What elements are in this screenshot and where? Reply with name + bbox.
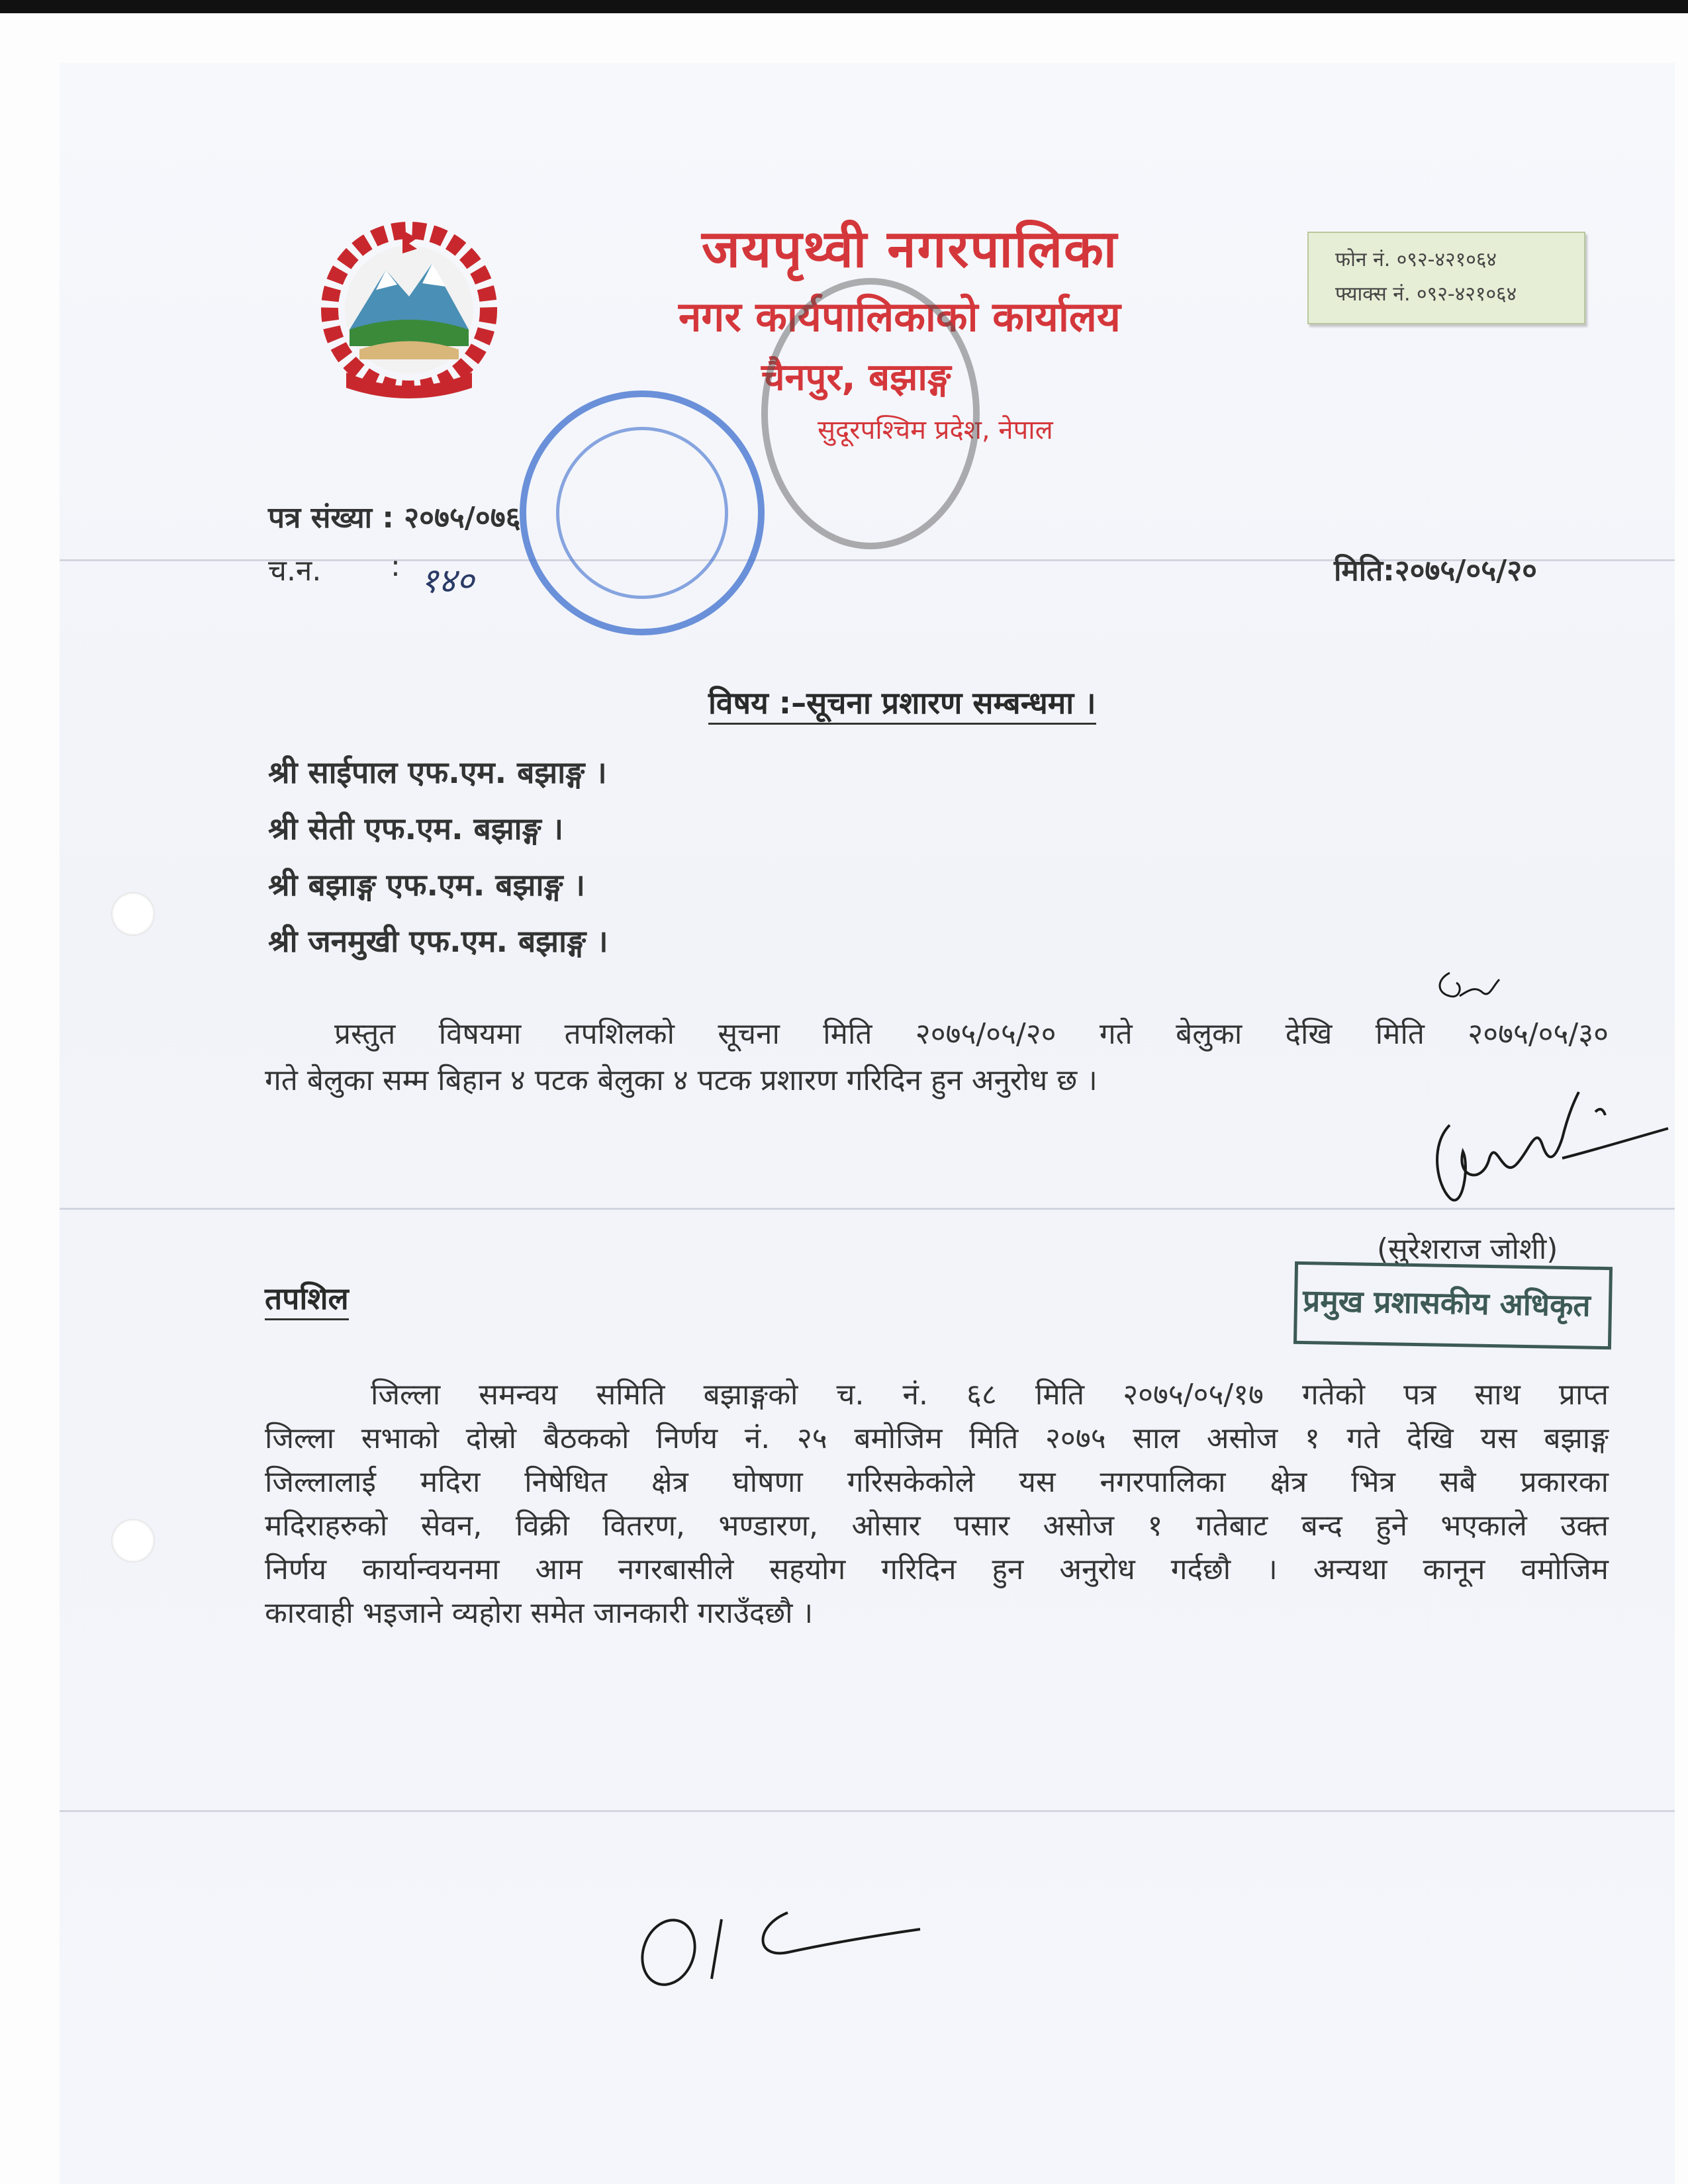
signatory-name: (सुरेशराज जोशी) [1377,1232,1558,1266]
paper-fold [60,1810,1675,1812]
addressee: श्री सेती एफ.एम. बझाङ्ग । [268,811,564,846]
punch-hole [111,892,155,936]
handwritten-ok-mark-icon [622,1880,927,1999]
scan-top-edge [0,0,1688,13]
dispatch-label: च.न. [268,554,322,588]
punch-hole [111,1519,155,1563]
addressee: श्री बझाङ्ग एफ.एम. बझाङ्ग । [268,867,585,903]
initial-mark-icon [1430,966,1503,1019]
details-line: कारवाही भइजाने व्यहोरा समेत जानकारी गराउँदछौ । [265,1596,814,1630]
municipality-seal-stamp [761,278,980,549]
office-name: नगर कार्यपालिकाको कार्यालय [679,293,1121,341]
details-line: निर्णय कार्यान्वयनमा आम नगरबासीले सहयोग गरिदिन हुन अनुरोध गर्दछौ । अन्यथा कानून वमोजिम [265,1553,1609,1586]
details-line: जिल्लालाई मदिरा निषेधित क्षेत्र घोषणा गरिसकेकोले यस नगरपालिका क्षेत्र भित्र सबै प्रकारका [265,1465,1609,1499]
nepal-emblem-icon [310,217,508,409]
body-paragraph-line: गते बेलुका सम्म बिहान ४ पटक बेलुका ४ पटक प्रशारण गरिदिन हुन अनुरोध छ । [265,1064,1098,1097]
letter-date: मिति:२०७५/०५/२० [1334,554,1537,588]
fax-number: फ्याक्स नं. ०९२-४२१०६४ [1335,283,1517,306]
phone-number: फोन नं. ०९२-४२१०६४ [1335,248,1497,271]
addressee: श्री जनमुखी एफ.एम. बझाङ्ग । [268,923,608,959]
subject-line: विषय :–सूचना प्रशारण सम्बन्धमा । [708,682,1096,725]
province-name: सुदूरपश्चिम प्रदेश, नेपाल [818,415,1053,445]
body-paragraph-line [265,1013,1609,1056]
details-line: मदिराहरुको सेवन, विक्री वितरण, भण्डारण, ओसार पसार असोज १ गतेबाट बन्द हुने भएकाले उक्त [265,1509,1609,1543]
details-paragraph [265,1373,1609,1635]
round-office-stamp [520,390,765,635]
stamp-inner-ring [556,427,728,599]
details-text: जिल्ला समन्वय समिति बझाङ्गको च. नं. ६८ मिति २०७५/०५/१७ गतेको पत्र साथ प्राप्त [371,1378,1609,1412]
office-location: चैनपुर, बझाङ्ग [761,356,951,399]
details-line [265,1373,1609,1417]
contact-box [1307,232,1585,324]
addressee: श्री साईपाल एफ.एम. बझाङ्ग । [268,754,607,790]
signature-icon [1423,1085,1675,1231]
signatory-title-stamp: प्रमुख प्रशासकीय अधिकृत [1293,1261,1613,1349]
details-heading: तपशिल [265,1277,349,1320]
dispatch-colon: : [391,549,400,583]
details-line: जिल्ला सभाको दोस्रो बैठकको निर्णय नं. २५ बमोजिम मिति २०७५ साल असोज १ गते देखि यस बझाङ्ग [265,1422,1609,1455]
municipality-name: जयपृथ्वी नगरपालिका [702,220,1119,279]
body-text: प्रस्तुत विषयमा तपशिलको सूचना मिति २०७५/०५/२० गते बेलुका देखि मिति २०७५/०५/३० [334,1017,1609,1051]
letter-number: पत्र संख्या : २०७५/०७६ [268,501,521,535]
dispatch-number: १४० [420,561,475,601]
